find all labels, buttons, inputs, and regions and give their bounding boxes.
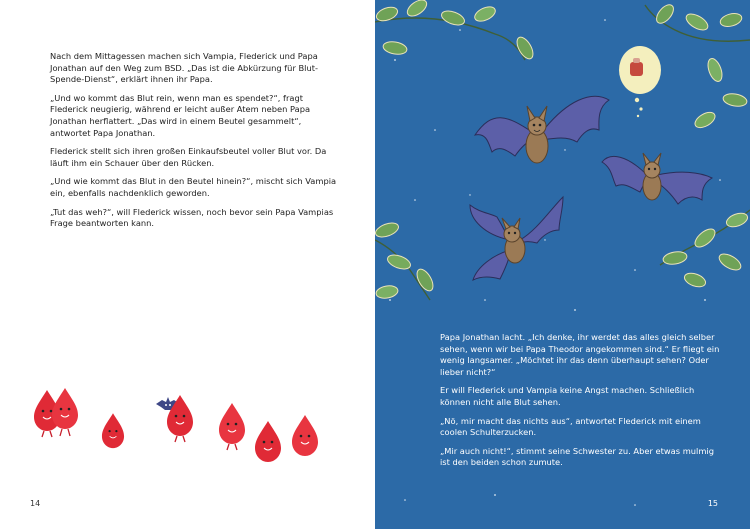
paragraph: „Mir auch nicht!“, stimmt seine Schwester zu. Aber etwas mulmig ist den beiden schon zumute. [440,445,714,468]
leaf-branch [375,0,536,61]
blood-drop-character [292,415,318,456]
paragraph: „Tut das weh?“, will Flederick wissen, noch bevor sein Papa Vampias Frage beantworten kann. [50,206,334,229]
paragraph: „Nö, mir macht das nichts aus“, antwortet Flederick mit einem coolen Schulterzucken. [440,415,701,438]
paragraph: Er will Flederick und Vampia keine Angst machen. Schließlich können nicht alle Blut sehen. [440,385,695,407]
thought-bubble [619,46,661,117]
bat-character [602,153,712,204]
leaf-branch [645,2,750,131]
bat-character [470,197,563,280]
right-page-text [440,332,725,476]
blood-drop-character [255,421,281,462]
paragraph: Papa Jonathan lacht. „Ich denke, ihr werdet das alles gleich selber sehen, wenn wir bei Papa Theodor angekommen sind.“ Er fliegt ein wenig langsamer. „Möchtet ihr das denn überhaupt sehen? Oder lieber nicht?“ [440,332,720,377]
blood-drop-character [102,413,124,448]
page-number: 14 [30,499,41,508]
page-number: 15 [707,499,718,508]
paragraph: Nach dem Mittagessen machen sich Vampia, Flederick und Papa Jonathan auf den Weg zum BSD. „Das ist die Abkürzung für Blut-Spende-Dienst“, erklärt ihnen ihr Papa. [50,51,318,85]
paragraph: „Und wo kommt das Blut rein, wenn man es spendet?“, fragt Flederick neugierig, während er leicht außer Atem neben Papa Jonathan herflattert. „Das wird in einem Beutel gesammelt“, antwortet Papa Jonathan. [50,92,311,138]
blood-bag-icon [630,62,643,76]
blood-drop-character [219,403,245,450]
leaf-branch [660,210,750,289]
paragraph: „Und wie kommt das Blut in den Beutel hinein?“, mischt sich Vampia ein, ebenfalls nachdenklich geworden. [50,176,337,198]
blood-drop-character [52,388,78,436]
right-page [375,0,750,529]
leaf-branch [375,220,436,300]
paragraph: Flederick stellt sich ihren großen Einkaufsbeutel voller Blut vor. Da läuft ihm ein Schauer über den Rücken. [50,146,327,168]
bat-character [475,96,609,163]
